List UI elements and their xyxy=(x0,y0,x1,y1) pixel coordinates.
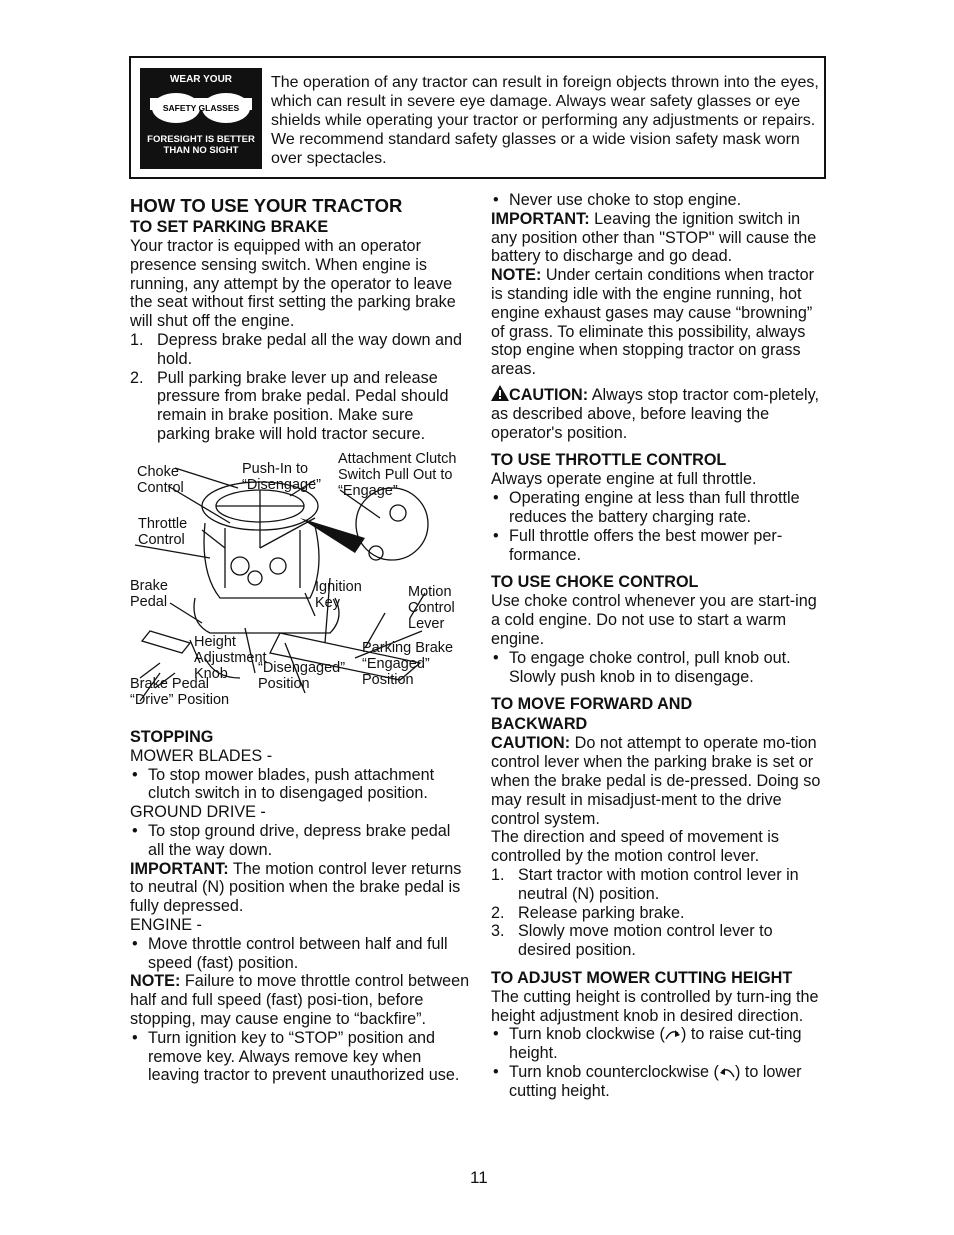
attachment-clutch-label: Attachment Clutch Switch Pull Out to “Engage” xyxy=(338,450,457,499)
warning-text: The operation of any tractor can result in foreign objects thrown into the eyes, which can result in severe eye damage. Always wear safety glasses or eye shields while operating your tractor or performing any adjustments or repairs. We recommend standard safety glasses or a wide vision safety mask worn over spectacles. xyxy=(271,74,819,167)
list-item: • Full throttle offers the best mower per-formance. xyxy=(491,527,829,565)
badge-middle-text: SAFETY GLASSES xyxy=(162,103,240,113)
choke-control-label: Choke Control xyxy=(137,463,184,496)
parking-brake-heading: TO SET PARKING BRAKE xyxy=(130,218,329,236)
important-note: IMPORTANT: Leaving the ignition switch in any position other than "STOP" will cause the battery to discharge and go dead. xyxy=(491,209,817,266)
list-item: • To stop mower blades, push attachment clutch switch in to disengaged position. xyxy=(130,766,470,804)
clockwise-arrow-icon xyxy=(665,1028,681,1040)
move-step: 3. Slowly move motion control lever to desired position. xyxy=(491,922,773,960)
throttle-heading: TO USE THROTTLE CONTROL xyxy=(491,451,727,470)
parking-step: 1. Depress brake pedal all the way down and hold. xyxy=(130,330,463,368)
caution-note: CAUTION: Always stop tractor com-pletely, as described above, before leaving the operator's position. xyxy=(491,385,820,442)
list-item: • Never use choke to stop engine. xyxy=(491,191,829,210)
list-item: • Turn knob counterclockwise ( ) to lower cutting height. xyxy=(491,1063,829,1101)
move-step: 2. Release parking brake. xyxy=(491,903,685,922)
move-intro: The direction and speed of movement is controlled by the motion control lever. xyxy=(491,828,779,866)
ignition-key-label: Ignition Key xyxy=(315,578,362,611)
cutting-height-intro: The cutting height is controlled by turn-ing the height adjustment knob in desired direction. xyxy=(491,987,819,1025)
throttle-control-label: Throttle Control xyxy=(138,515,188,548)
stopping-heading: STOPPING xyxy=(130,727,214,746)
section-title: HOW TO USE YOUR TRACTOR xyxy=(130,195,403,216)
choke-heading: TO USE CHOKE CONTROL xyxy=(491,573,699,592)
badge-bottom-text: FORESIGHT IS BETTER THAN NO SIGHT xyxy=(147,134,255,156)
tractor-controls-diagram xyxy=(130,448,475,723)
list-item: • Turn knob clockwise ( ) to raise cut-ting height. xyxy=(491,1025,829,1063)
list-item: • To engage choke control, pull knob out. Slowly push knob in to disengage. xyxy=(491,649,829,687)
parking-step: 2. Pull parking brake lever up and release pressure from brake pedal. Pedal should remain in brake position. Make sure parking brake will hold tractor secure. xyxy=(130,368,449,443)
list-item: • Turn ignition key to “STOP” position and remove key. Always remove key when leaving tractor to prevent unauthorized use. xyxy=(130,1029,470,1085)
brake-pedal-drive-label: Brake Pedal “Drive” Position xyxy=(130,675,230,708)
move-heading: TO MOVE FORWARD AND BACKWARD xyxy=(491,695,693,734)
right-column xyxy=(491,191,829,1101)
safety-glasses-badge xyxy=(140,68,262,169)
move-caution: CAUTION: Do not attempt to operate mo-tion control lever when the parking brake is set or when the brake pedal is de-pressed. Doing so may result in misadjust-ment to the drive control system. xyxy=(491,734,821,828)
list-item: • To stop ground drive, depress brake pedal all the way down. xyxy=(130,822,470,860)
counterclockwise-arrow-icon xyxy=(719,1066,735,1078)
parking-brake-intro: Your tractor is equipped with an operator presence sensing switch. When engine is running, any attempt by the operator to leave the seat without first setting the parking brake will shut off the engine. xyxy=(130,237,456,331)
warning-triangle-icon xyxy=(491,385,509,401)
note: NOTE: Under certain conditions when tractor is standing idle with the engine running, hot engine exhaust gases may cause “browning” of grass. To eliminate this possibility, always stop engine when stopping tractor on grass areas. xyxy=(491,266,814,379)
left-column xyxy=(130,195,470,1085)
push-in-label: Push-In to “Disengage” xyxy=(242,460,321,493)
motion-control-lever-label: Motion Control Lever xyxy=(408,583,455,632)
page-number: 11 xyxy=(470,1168,488,1187)
badge-top-text: WEAR YOUR xyxy=(169,74,233,85)
note: NOTE: Failure to move throttle control between half and full speed (fast) posi-tion, before stopping, may cause engine to “backfire”. xyxy=(130,972,470,1028)
height-adjustment-knob-label: Height Adjustment Knob xyxy=(194,633,267,682)
list-item: • Operating engine at less than full throttle reduces the battery charging rate. xyxy=(491,489,829,527)
safety-warning-box xyxy=(129,56,826,179)
choke-intro: Use choke control whenever you are start-ing a cold engine. Do not use to start a warm engine. xyxy=(491,592,817,648)
list-item: • Move throttle control between half and full speed (fast) position. xyxy=(130,935,470,973)
engine-label: ENGINE - xyxy=(130,915,202,934)
disengaged-position-label: “Disengaged” Position xyxy=(258,659,346,692)
important-note: IMPORTANT: The motion control lever returns to neutral (N) position when the brake pedal is fully depressed. xyxy=(130,859,462,916)
brake-pedal-label: Brake Pedal xyxy=(130,577,168,610)
throttle-intro: Always operate engine at full throttle. xyxy=(491,470,757,489)
cutting-height-heading: TO ADJUST MOWER CUTTING HEIGHT xyxy=(491,968,793,987)
parking-brake-engaged-label: Parking Brake “Engaged” Position xyxy=(362,639,454,688)
ground-drive-label: GROUND DRIVE - xyxy=(130,803,266,822)
mower-blades-label: MOWER BLADES - xyxy=(130,746,273,765)
move-step: 1. Start tractor with motion control lever in neutral (N) position. xyxy=(491,865,799,903)
